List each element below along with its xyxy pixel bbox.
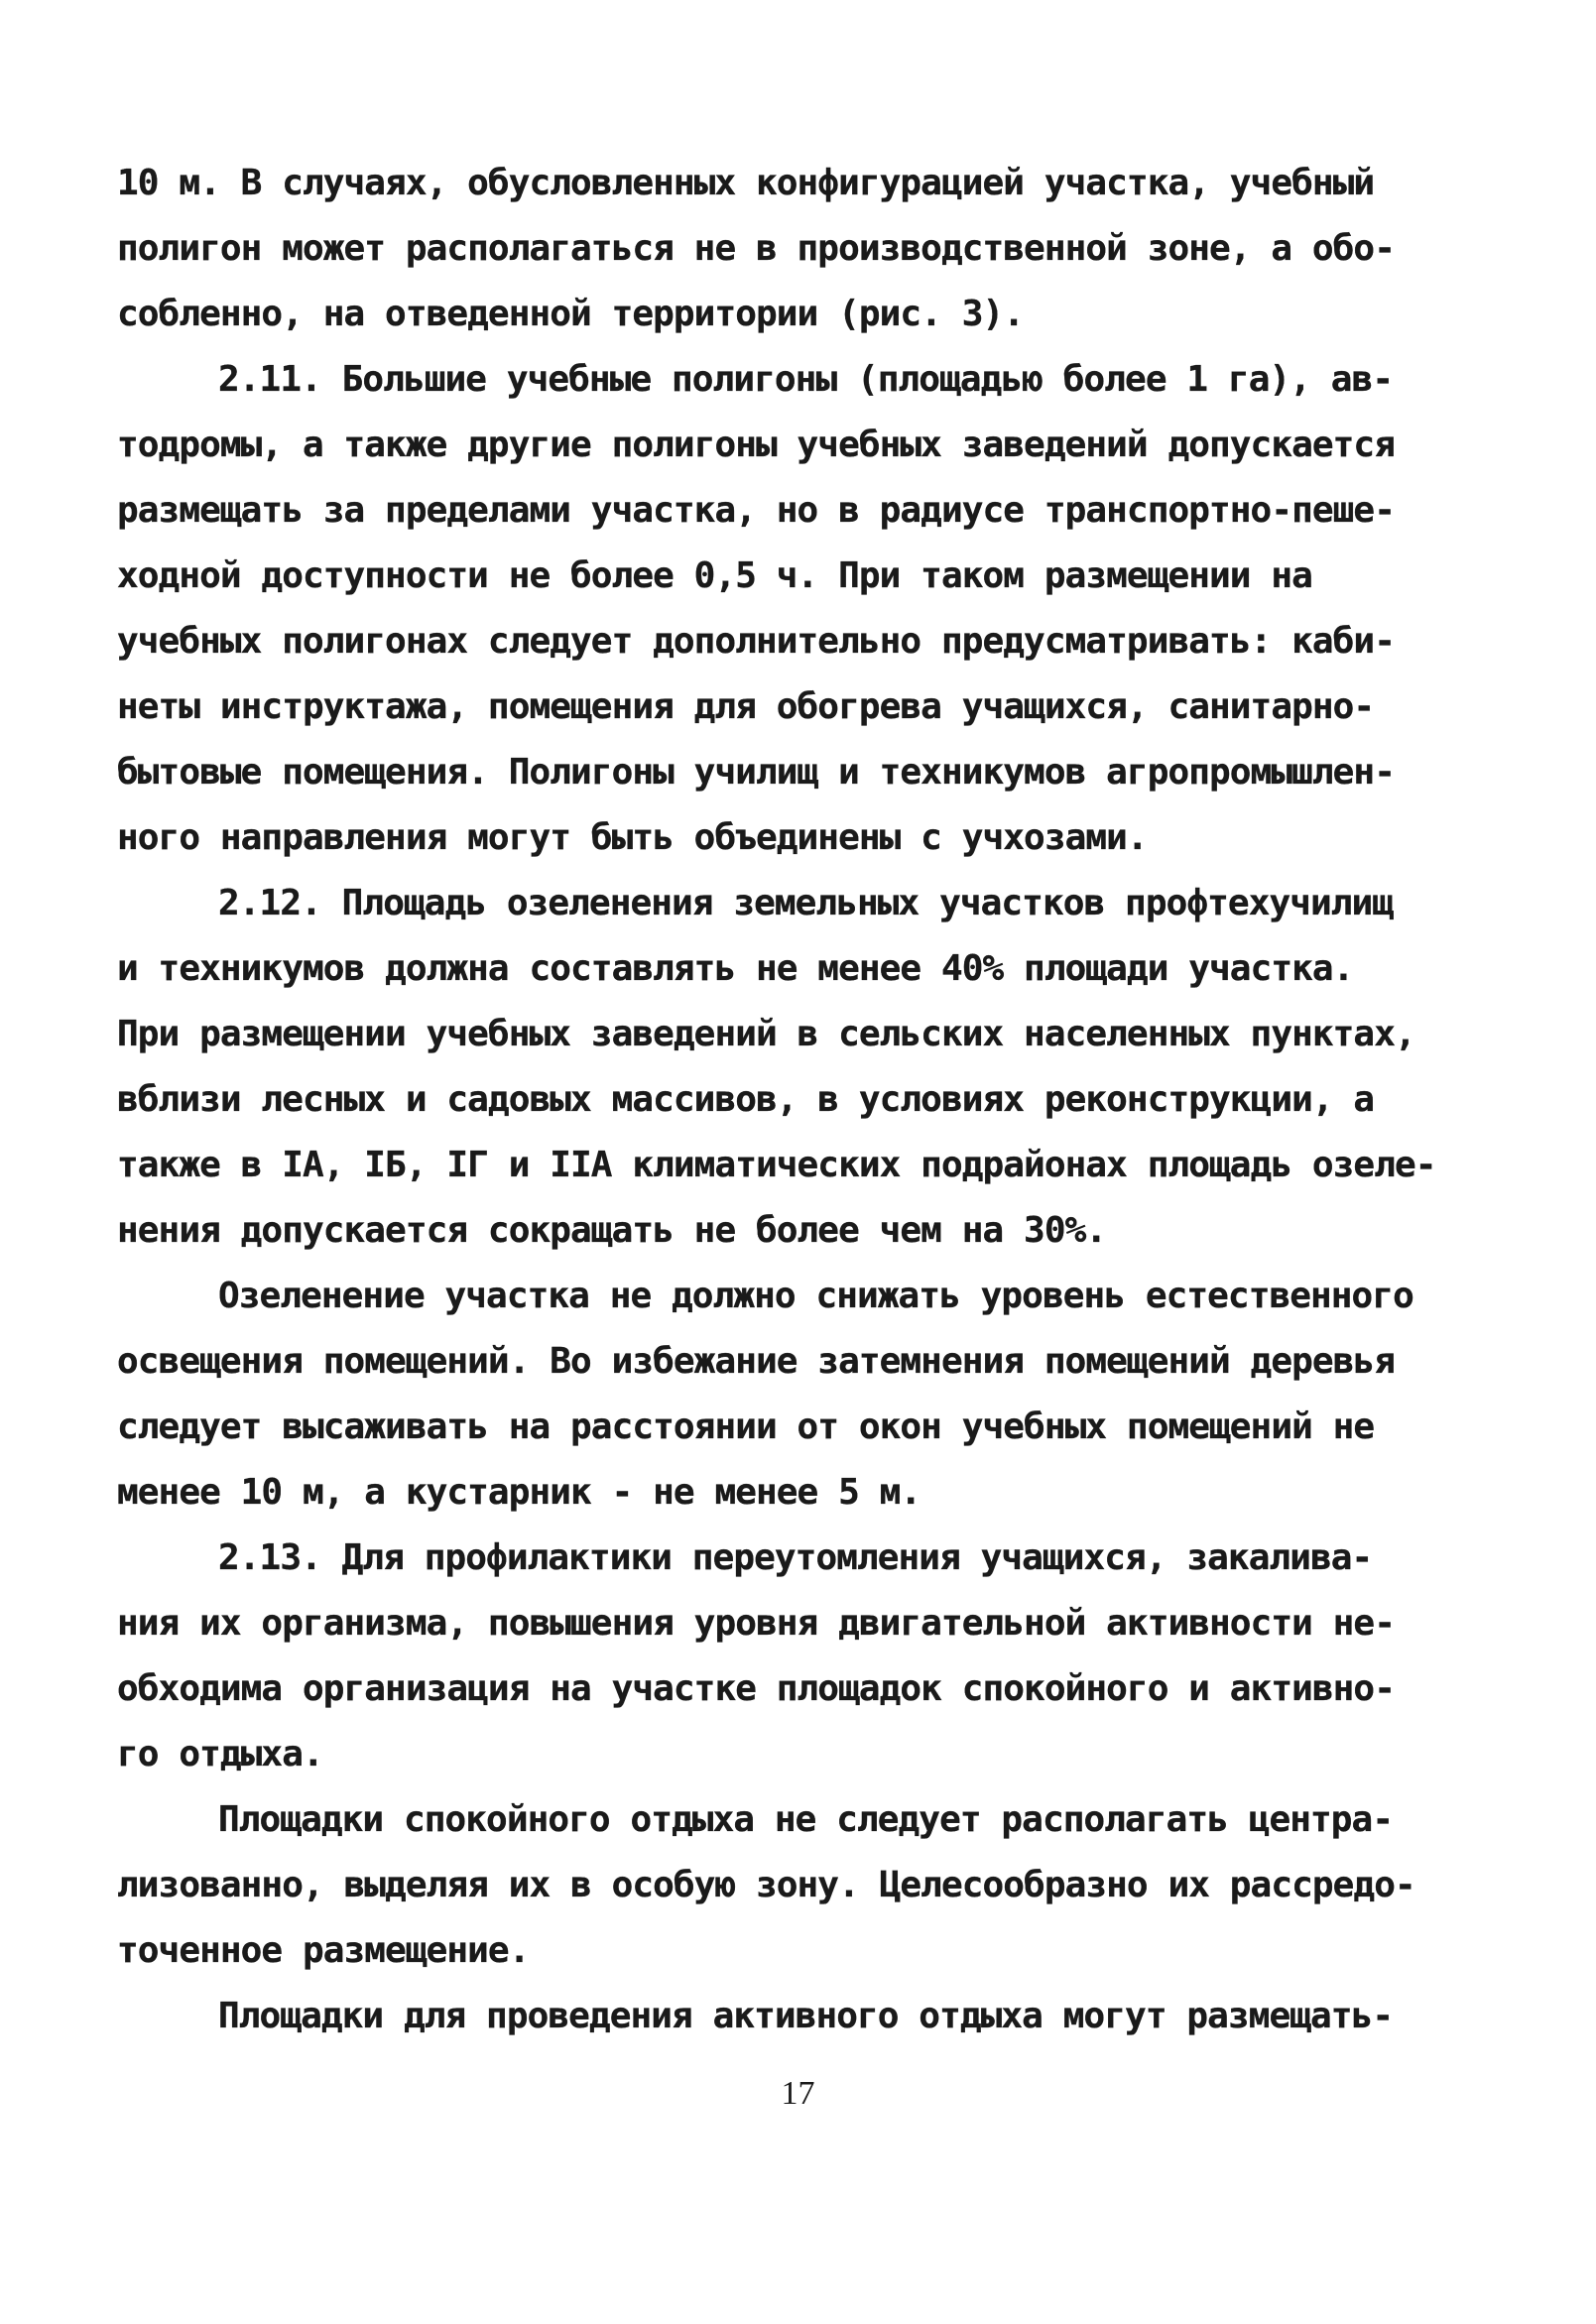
- text-line: точенное размещение.: [117, 1930, 530, 1971]
- text-line: учебных полигонах следует дополнительно предусматривать: каби-: [117, 621, 1395, 662]
- text-line: неты инструктажа, помещения для обогрева учащихся, санитарно-: [117, 686, 1375, 727]
- text-line: лизованно, выделяя их в особую зону. Целесообразно их рассредо-: [117, 1865, 1415, 1905]
- text-line: При размещении учебных заведений в сельских населенных пунктах,: [117, 1014, 1415, 1054]
- text-line: тодромы, а также другие полигоны учебных заведений допускается: [117, 425, 1395, 465]
- text-line: 2.11. Большие учебные полигоны (площадью более 1 га), ав-: [218, 359, 1394, 400]
- text-line: Озеленение участка не должно снижать уровень естественного: [218, 1276, 1413, 1316]
- page-number: 17: [781, 2075, 815, 2112]
- text-line: 2.13. Для профилактики переутомления учащихся, закалива-: [218, 1537, 1373, 1578]
- text-line: собленно, на отведенной территории (рис. 3).: [117, 294, 1025, 334]
- text-line: вблизи лесных и садовых массивов, в условиях реконструкции, а: [117, 1079, 1375, 1120]
- text-line: менее 10 м, а кустарник - не менее 5 м.: [117, 1472, 921, 1513]
- text-line: нения допускается сокращать не более чем на 30%.: [117, 1210, 1107, 1251]
- text-line: ного направления могут быть объединены с учхозами.: [117, 817, 1148, 858]
- text-line: ходной доступности не более 0,5 ч. При таком размещении на: [117, 555, 1312, 596]
- text-line: размещать за пределами участка, но в радиусе транспортно-пеше-: [117, 490, 1395, 531]
- text-line: полигон может располагаться не в производственной зоне, а обо-: [117, 228, 1395, 269]
- text-line: Площадки спокойного отдыха не следует располагать центра-: [218, 1799, 1394, 1840]
- text-line: го отдыха.: [117, 1734, 323, 1774]
- body-text: [117, 151, 1436, 2049]
- text-line: ния их организма, повышения уровня двигательной активности не-: [117, 1603, 1395, 1644]
- text-line: обходима организация на участке площадок спокойного и активно-: [117, 1668, 1395, 1709]
- text-line: и техникумов должна составлять не менее 40% площади участка.: [117, 948, 1354, 989]
- text-line: 2.12. Площадь озеленения земельных участков профтехучилищ: [218, 883, 1394, 923]
- text-line: бытовые помещения. Полигоны училищ и техникумов агропромышлен-: [117, 752, 1395, 793]
- text-line: 10 м. В случаях, обусловленных конфигурацией участка, учебный: [117, 163, 1375, 203]
- text-line: освещения помещений. Во избежание затемнения помещений деревья: [117, 1341, 1395, 1382]
- text-line: следует высаживать на расстоянии от окон учебных помещений не: [117, 1407, 1375, 1447]
- text-line: Площадки для проведения активного отдыха могут размещать-: [218, 1996, 1394, 2036]
- text-line: также в IА, IБ, IГ и IIА климатических подрайонах площадь озеле-: [117, 1145, 1436, 1185]
